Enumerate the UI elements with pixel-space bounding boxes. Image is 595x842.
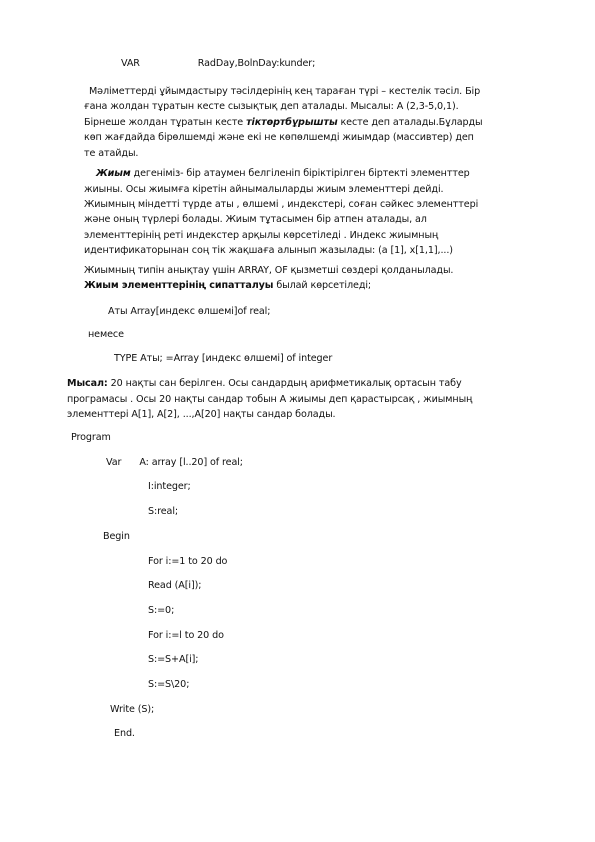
- paragraph-line: көп жағдайда бірөлшемді және екі не көпөлшемді жиымдар (массивтер) деп: [84, 132, 474, 143]
- paragraph-line: те атайды.: [84, 148, 139, 159]
- paragraph-line: Бірнеше жолдан тұратын кесте тіктөртбұрышты кесте деп аталады.Бұларды: [84, 117, 483, 128]
- code-line: For i:=1 to 20 do: [148, 556, 228, 567]
- code-line: Var A: array [l..20] of real;: [106, 457, 243, 468]
- paragraph-line: програмасы . Осы 20 нақты сандар тобын А жиымы деп қарастырсақ , жиымның: [67, 394, 473, 405]
- paragraph-line: идентификаторынан соң тік жақшаға алынып жазылады: (а [1], x[1,1],...): [84, 245, 453, 256]
- paragraph-line: Мәліметтерді ұйымдастыру тәсілдерінің кең тараған түрі – кестелік тәсіл. Бір: [89, 86, 481, 97]
- paragraph-line: Мысал: 20 нақты сан берілген. Осы сандардың арифметикалық ортасын табу: [67, 378, 462, 389]
- term-array: Жиым: [96, 168, 131, 179]
- paragraph-line: және оның түрлері болады. Жиым тұтасымен бір атпен аталады, ал: [84, 214, 427, 225]
- or-word: немесе: [88, 329, 124, 340]
- code-line: I:integer;: [148, 481, 191, 492]
- term-array-elements-description: Жиым элементтерінің сипатталуы: [84, 280, 274, 291]
- code-line: Program: [71, 432, 111, 443]
- paragraph-line: жиыны. Осы жиымға кіретін айнымалыларды жиым элементтері дейді.: [84, 184, 444, 195]
- declaration-syntax-1: Аты Array[индекс өлшемі]of real;: [108, 306, 271, 317]
- paragraph-line: Жиым элементтерінің сипатталуы былай көрсетіледі;: [84, 280, 372, 291]
- paragraph-line: ғана жолдан тұратын кесте сызықтық деп аталады. Мысалы: А (2,3-5,0,1).: [84, 101, 459, 112]
- code-line: S:=0;: [148, 605, 175, 616]
- paragraph-line: элементтері А[1], А[2], ...,А[20] нақты сандар болады.: [67, 409, 336, 420]
- paragraph-line: Жиымның типін анықтау үшін ARRAY, OF қызметші сөздері қолданылады.: [84, 265, 454, 276]
- var-names: RadDay,BolnDay:kunder;: [197, 58, 316, 69]
- code-line: End.: [114, 728, 135, 739]
- term-rectangular: тіктөртбұрышты: [246, 117, 338, 128]
- code-line: Read (A[i]);: [148, 580, 202, 591]
- paragraph-line: Жиымның міндетті түрде аты , өлшемі , индекстері, соған сәйкес элементтері: [84, 199, 479, 210]
- example-label: Мысал:: [67, 378, 108, 389]
- var-keyword: VAR: [121, 58, 140, 69]
- var-declaration-line: [121, 58, 315, 70]
- code-line: S:=S+A[i];: [148, 654, 199, 665]
- paragraph-line: Жиым дегеніміз- бір атаумен белгіленіп біріктірілген біртекті элементтер: [96, 168, 470, 179]
- code-line: Write (S);: [110, 704, 155, 715]
- code-line: For i:=l to 20 do: [148, 630, 224, 641]
- declaration-syntax-2: TYPE Аты; =Array [индекс өлшемі] of integer: [114, 353, 333, 364]
- code-line: S:real;: [148, 506, 179, 517]
- paragraph-line: элементтерінің реті индекстер арқылы көрсетіледі . Индекс жиымның: [84, 230, 439, 241]
- code-line: S:=S\20;: [148, 679, 190, 690]
- code-line: Begin: [103, 531, 130, 542]
